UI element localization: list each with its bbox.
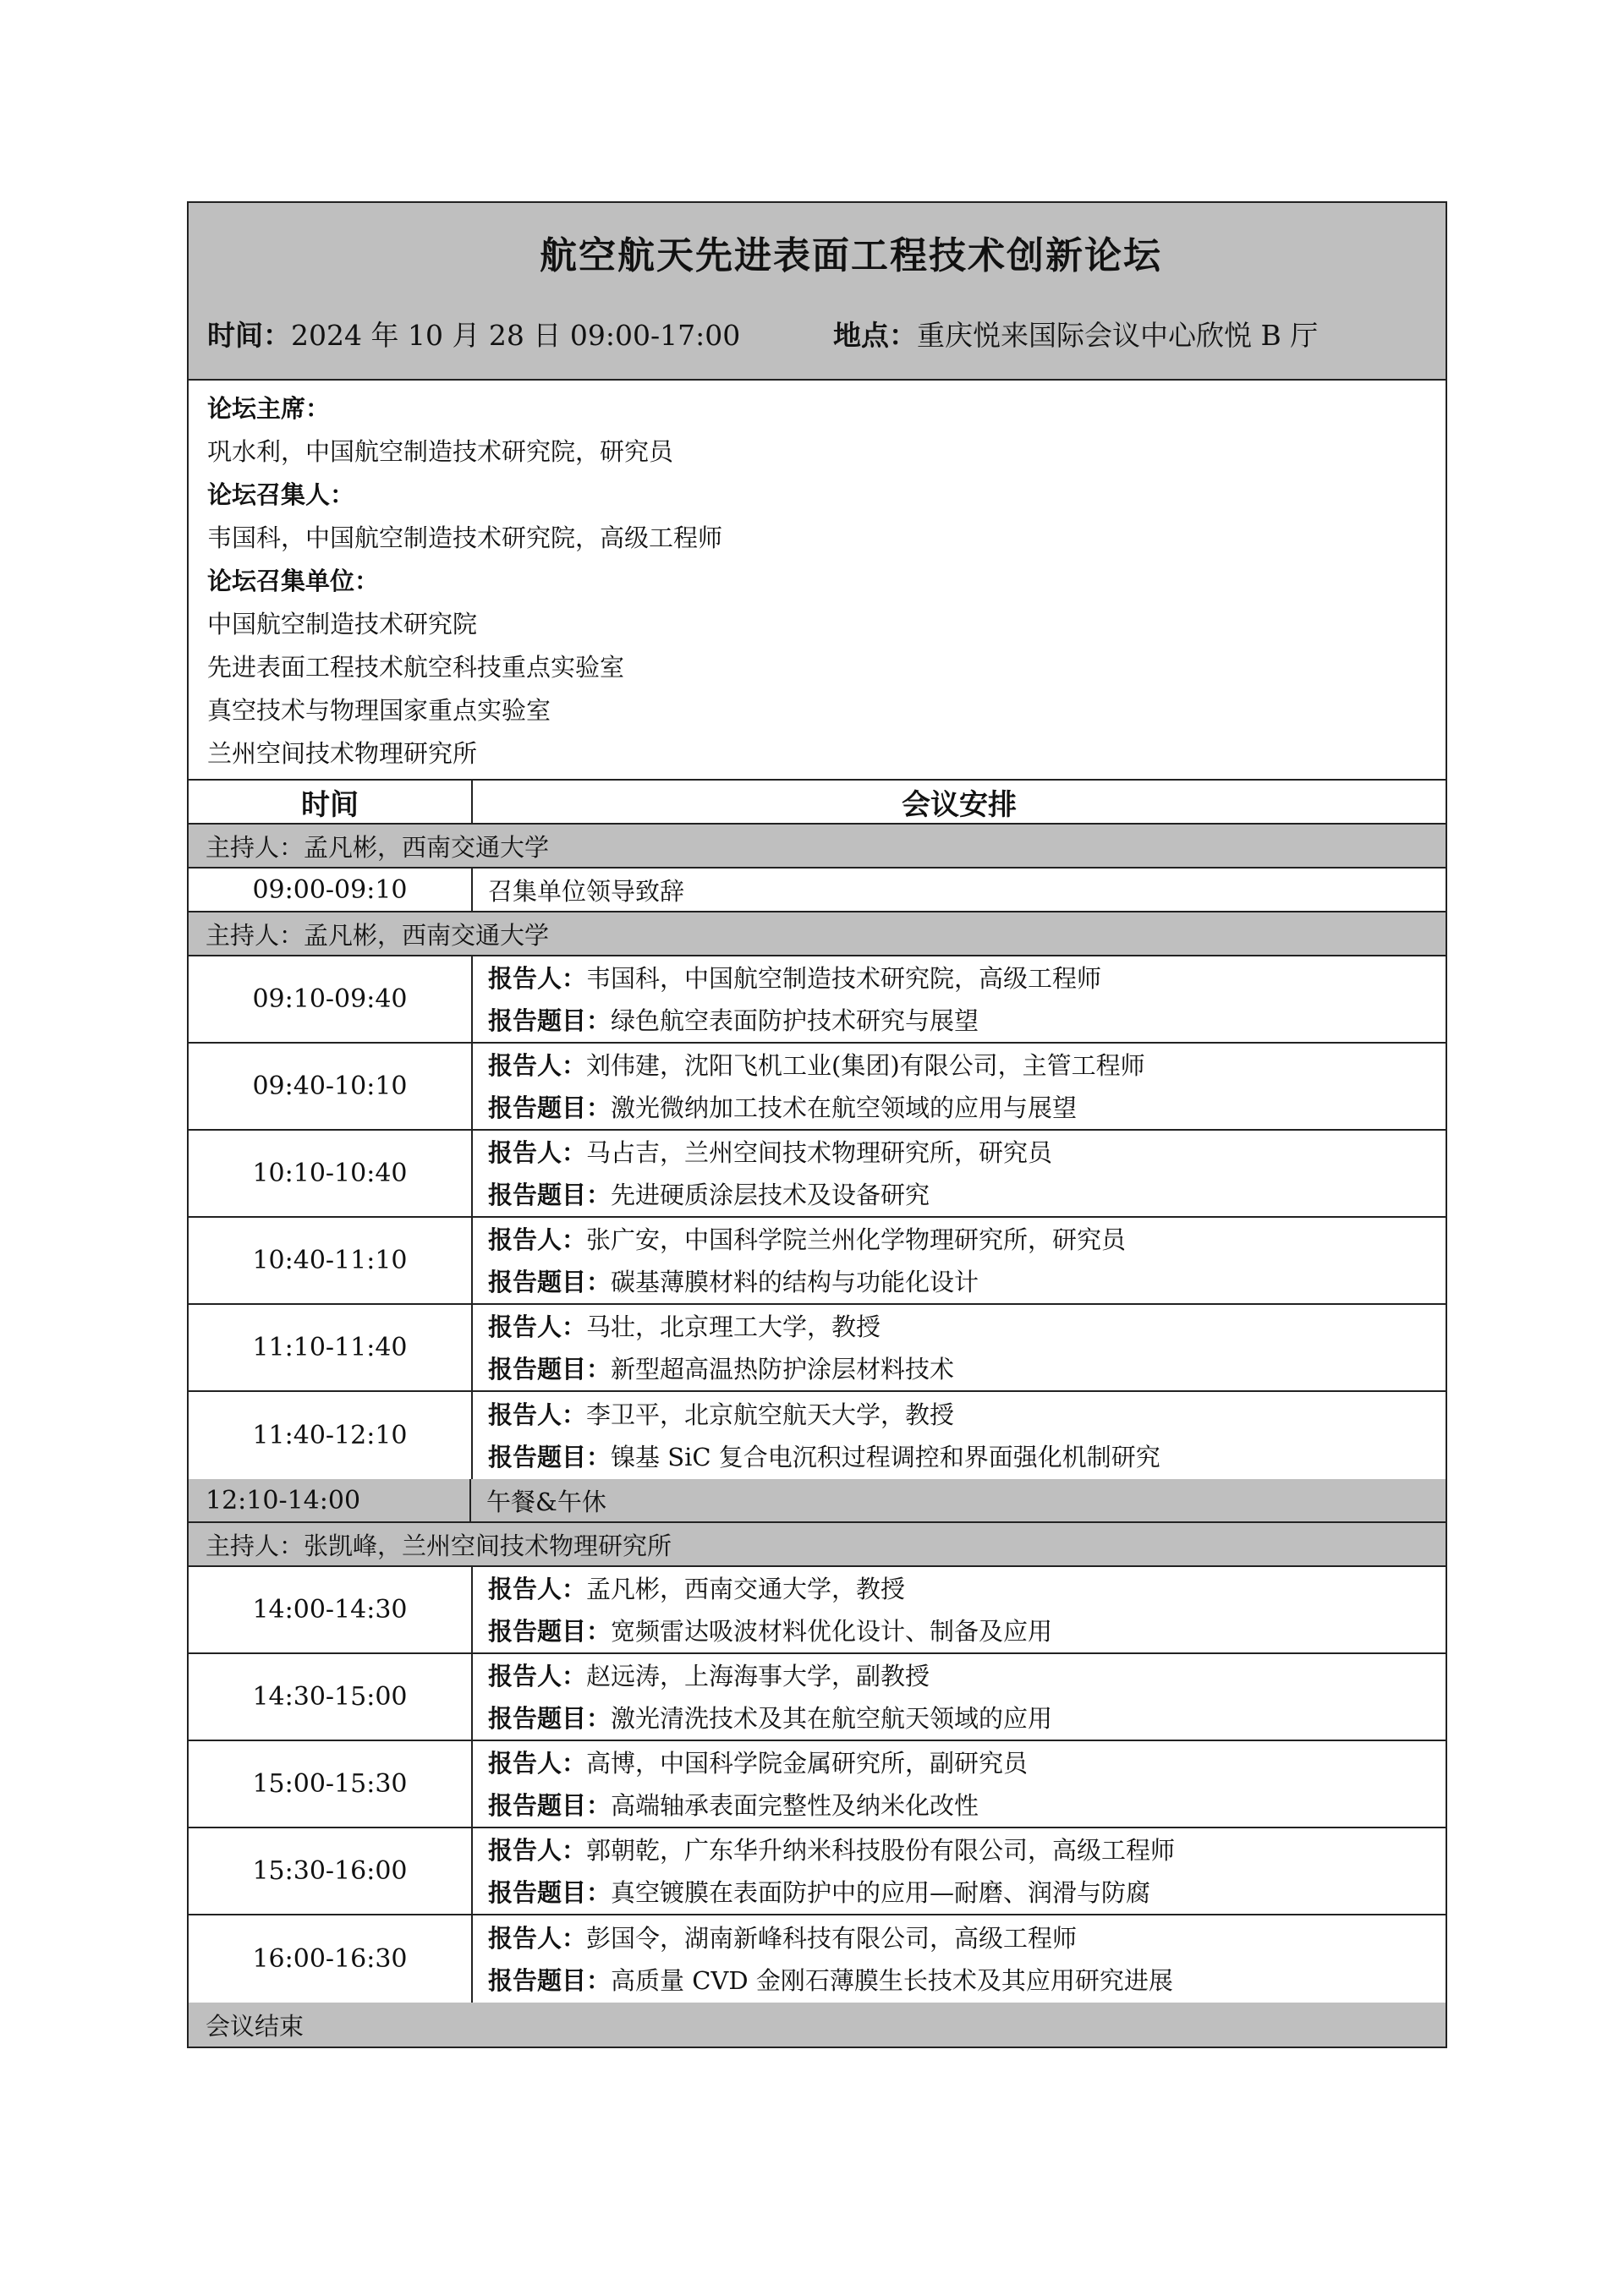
opening-time: 09:00-09:10	[189, 869, 473, 911]
topic-label: 报告题目：	[488, 1442, 612, 1471]
talk-row	[189, 1392, 1446, 1479]
event-time	[207, 314, 833, 353]
talk-details	[473, 1828, 1446, 1914]
organizers-block	[189, 381, 1446, 781]
unit-item: 中国航空制造技术研究院	[207, 610, 478, 638]
talk-row	[189, 1218, 1446, 1305]
speaker-line	[488, 1219, 1446, 1261]
talk-time: 14:30-15:00	[189, 1654, 473, 1740]
chair-value: 巩水利，中国航空制造技术研究院，研究员	[207, 437, 674, 466]
topic-value: 激光微纳加工技术在航空领域的应用与展望	[611, 1093, 1078, 1122]
host-row: 主持人：张凯峰，兰州空间技术物理研究所	[189, 1523, 1446, 1567]
talk-time: 09:40-10:10	[189, 1044, 473, 1129]
topic-line	[488, 1087, 1446, 1129]
talk-details	[473, 1915, 1446, 2003]
talk-row	[189, 956, 1446, 1044]
talk-time: 16:00-16:30	[189, 1915, 473, 2003]
topic-value: 镍基 SiC 复合电沉积过程调控和界面强化机制研究	[611, 1442, 1160, 1471]
topic-value: 高质量 CVD 金刚石薄膜生长技术及其应用研究进展	[611, 1965, 1173, 1995]
speaker-line	[488, 1306, 1446, 1348]
speaker-line	[488, 1394, 1446, 1436]
talk-time: 15:00-15:30	[189, 1741, 473, 1827]
talk-row	[189, 1654, 1446, 1741]
topic-value: 绿色航空表面防护技术研究与展望	[611, 1006, 979, 1035]
speaker-value: 马壮，北京理工大学，教授	[586, 1312, 881, 1341]
talk-details	[473, 1654, 1446, 1740]
place-label: 地点：	[833, 319, 917, 352]
header-block	[189, 203, 1446, 381]
host-row: 主持人：孟凡彬，西南交通大学	[189, 912, 1446, 956]
speaker-line	[488, 1829, 1446, 1871]
talk-details	[473, 956, 1446, 1042]
topic-line	[488, 1959, 1446, 2002]
topic-label: 报告题目：	[488, 1703, 612, 1733]
topic-value: 激光清洗技术及其在航空航天领域的应用	[611, 1703, 1053, 1733]
speaker-label: 报告人：	[488, 1923, 587, 1953]
morning-session	[189, 956, 1446, 1479]
talk-time: 11:40-12:10	[189, 1392, 473, 1479]
talk-row	[189, 1305, 1446, 1392]
speaker-value: 张广安，中国科学院兰州化学物理研究所，研究员	[586, 1225, 1127, 1254]
topic-label: 报告题目：	[488, 1093, 612, 1122]
topic-line	[488, 1000, 1446, 1042]
units-label: 论坛召集单位：	[207, 567, 380, 595]
afternoon-session	[189, 1567, 1446, 2003]
topic-line	[488, 1174, 1446, 1216]
column-header-time: 时间	[189, 781, 473, 823]
talk-details	[473, 1741, 1446, 1827]
column-header-agenda: 会议安排	[902, 787, 1017, 822]
speaker-value: 高博，中国科学院金属研究所，副研究员	[586, 1748, 1029, 1778]
talk-details	[473, 1305, 1446, 1390]
opening-row	[189, 869, 1446, 912]
speaker-line	[488, 957, 1446, 1000]
topic-value: 高端轴承表面完整性及纳米化改性	[611, 1790, 979, 1820]
speaker-value: 刘伟建，沈阳飞机工业(集团)有限公司，主管工程师	[586, 1050, 1145, 1080]
speaker-label: 报告人：	[488, 1050, 587, 1080]
closing-row: 会议结束	[189, 2003, 1446, 2047]
unit-item: 兰州空间技术物理研究所	[207, 739, 478, 768]
topic-line	[488, 1436, 1446, 1478]
topic-value: 宽频雷达吸波材料优化设计、制备及应用	[611, 1616, 1053, 1646]
speaker-value: 孟凡彬，西南交通大学，教授	[586, 1574, 906, 1603]
talk-row	[189, 1044, 1446, 1131]
schedule-header-row	[189, 781, 1446, 825]
topic-line	[488, 1348, 1446, 1390]
speaker-label: 报告人：	[488, 963, 587, 993]
host-row: 主持人：孟凡彬，西南交通大学	[189, 825, 1446, 869]
topic-line	[488, 1261, 1446, 1303]
convener-label: 论坛召集人：	[207, 480, 355, 509]
topic-label: 报告题目：	[488, 1877, 612, 1907]
talk-time: 09:10-09:40	[189, 956, 473, 1042]
convener-value: 韦国科，中国航空制造技术研究院，高级工程师	[207, 523, 723, 552]
speaker-label: 报告人：	[488, 1400, 587, 1429]
speaker-line	[488, 1742, 1446, 1784]
topic-line	[488, 1871, 1446, 1914]
topic-value: 碳基薄膜材料的结构与功能化设计	[611, 1267, 979, 1296]
place-value: 重庆悦来国际会议中心欣悦 B 厅	[917, 319, 1319, 352]
event-place	[833, 314, 1318, 353]
talk-row	[189, 1567, 1446, 1654]
topic-line	[488, 1784, 1446, 1827]
opening-text: 召集单位领导致辞	[488, 876, 685, 906]
topic-label: 报告题目：	[488, 1006, 612, 1035]
topic-line	[488, 1697, 1446, 1740]
speaker-label: 报告人：	[488, 1661, 587, 1690]
time-label: 时间：	[207, 319, 291, 352]
talk-time: 11:10-11:40	[189, 1305, 473, 1390]
topic-label: 报告题目：	[488, 1965, 612, 1995]
chair-label: 论坛主席：	[207, 394, 331, 423]
topic-label: 报告题目：	[488, 1616, 612, 1646]
topic-value: 真空镀膜在表面防护中的应用—耐磨、润滑与防腐	[611, 1877, 1151, 1907]
talk-details	[473, 1218, 1446, 1303]
talk-details	[473, 1131, 1446, 1216]
talk-row	[189, 1915, 1446, 2003]
talk-time: 10:40-11:10	[189, 1218, 473, 1303]
speaker-value: 李卫平，北京航空航天大学，教授	[586, 1400, 955, 1429]
speaker-line	[488, 1044, 1446, 1087]
speaker-label: 报告人：	[488, 1312, 587, 1341]
topic-line	[488, 1610, 1446, 1652]
page-title: 航空航天先进表面工程技术创新论坛	[540, 234, 1162, 277]
topic-value: 先进硬质涂层技术及设备研究	[611, 1180, 930, 1209]
speaker-label: 报告人：	[488, 1835, 587, 1865]
speaker-label: 报告人：	[488, 1574, 587, 1603]
talk-row	[189, 1131, 1446, 1218]
speaker-value: 韦国科，中国航空制造技术研究院，高级工程师	[586, 963, 1102, 993]
speaker-line	[488, 1655, 1446, 1697]
speaker-label: 报告人：	[488, 1225, 587, 1254]
speaker-value: 彭国令，湖南新峰科技有限公司，高级工程师	[586, 1923, 1078, 1953]
talk-row	[189, 1828, 1446, 1915]
unit-item: 真空技术与物理国家重点实验室	[207, 696, 551, 725]
speaker-value: 赵远涛，上海海事大学，副教授	[586, 1661, 930, 1690]
agenda-table	[187, 201, 1447, 2048]
unit-item: 先进表面工程技术航空科技重点实验室	[207, 653, 625, 682]
speaker-line	[488, 1917, 1446, 1959]
speaker-line	[488, 1568, 1446, 1610]
topic-value: 新型超高温热防护涂层材料技术	[611, 1354, 955, 1384]
lunch-text: 午餐&午休	[486, 1487, 606, 1516]
lunch-row	[189, 1479, 1446, 1523]
time-value: 2024 年 10 月 28 日 09:00-17:00	[291, 319, 741, 352]
speaker-label: 报告人：	[488, 1137, 587, 1167]
lunch-time: 12:10-14:00	[189, 1479, 471, 1521]
topic-label: 报告题目：	[488, 1354, 612, 1384]
topic-label: 报告题目：	[488, 1180, 612, 1209]
event-meta	[207, 314, 1429, 353]
speaker-label: 报告人：	[488, 1748, 587, 1778]
talk-row	[189, 1741, 1446, 1828]
talk-details	[473, 1567, 1446, 1652]
talk-details	[473, 1044, 1446, 1129]
talk-time: 14:00-14:30	[189, 1567, 473, 1652]
topic-label: 报告题目：	[488, 1267, 612, 1296]
talk-time: 15:30-16:00	[189, 1828, 473, 1914]
talk-details	[473, 1392, 1446, 1479]
speaker-value: 郭朝乾，广东华升纳米科技股份有限公司，高级工程师	[586, 1835, 1176, 1865]
topic-label: 报告题目：	[488, 1790, 612, 1820]
talk-time: 10:10-10:40	[189, 1131, 473, 1216]
speaker-value: 马占吉，兰州空间技术物理研究所，研究员	[586, 1137, 1053, 1167]
speaker-line	[488, 1132, 1446, 1174]
